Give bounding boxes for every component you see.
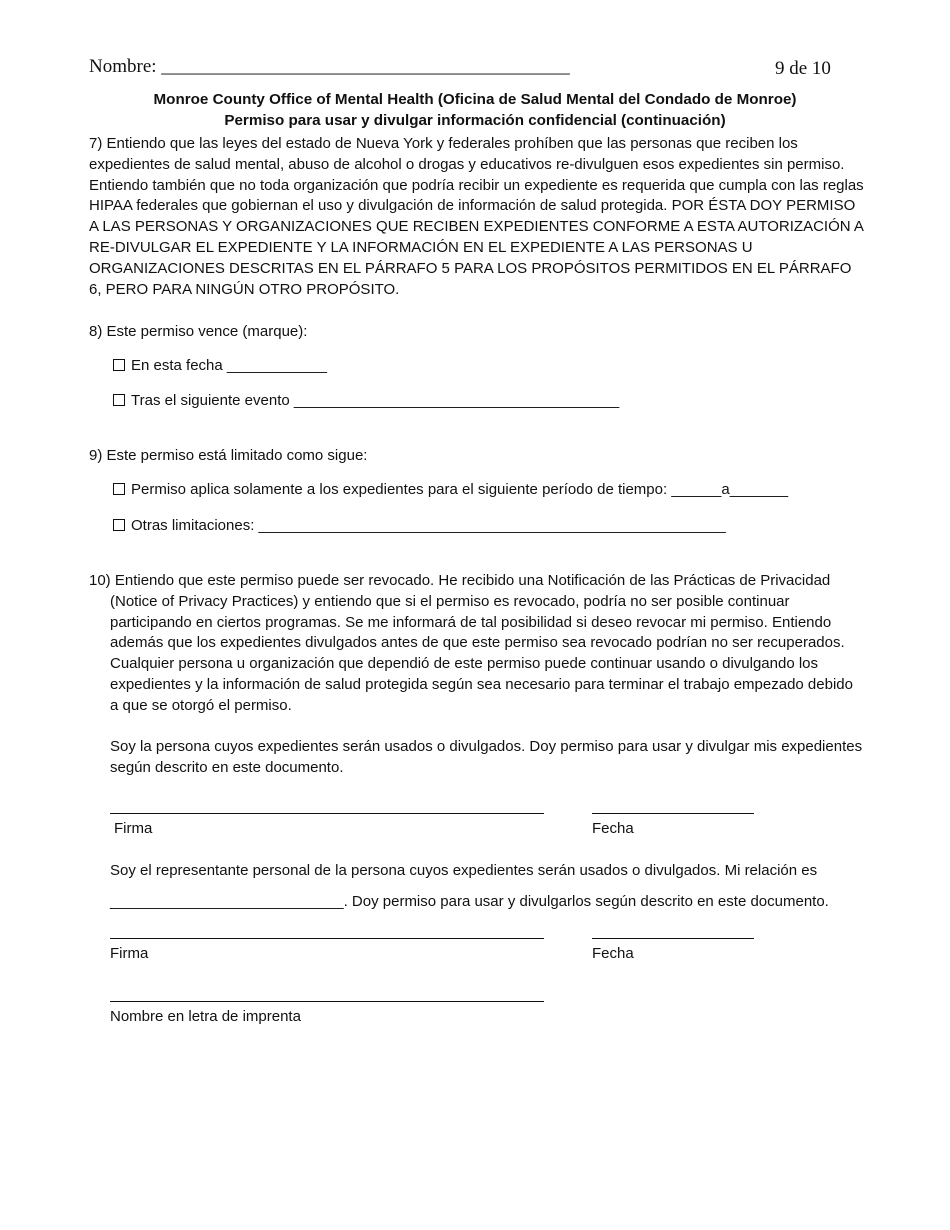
relationship-field[interactable]: ____________________________. Doy permiso para usar y divulgarlos según descrito en este documento.	[110, 893, 829, 910]
limit-option-period[interactable]	[113, 480, 788, 501]
representative-signature-line[interactable]	[110, 938, 544, 939]
checkbox-icon[interactable]	[113, 483, 125, 495]
page-number: 9 de 10	[775, 58, 831, 79]
print-name-line[interactable]	[110, 1001, 544, 1002]
expiry-option-date[interactable]	[113, 356, 327, 377]
expiry-option-event[interactable]	[113, 391, 619, 412]
signature-line[interactable]	[110, 813, 544, 814]
print-name-label: Nombre en letra de imprenta	[110, 1008, 301, 1025]
representative-signature-label: Firma	[110, 945, 149, 962]
representative-date-label: Fecha	[592, 945, 634, 962]
signature-label: Firma	[114, 820, 153, 837]
section-9-heading: 9) Este permiso está limitado como sigue:	[89, 447, 368, 464]
section-10-paragraph: 10) Entiendo que este permiso puede ser revocado. He recibido una Notificación de las Prácticas de Privacidad (Notice of Privacy Practices) y entiendo que si el permiso es revocado, podría no ser posible continuar participando en ciertos programas. Se me informará de tal posibilidad si deseo revocar mi permiso. Entiendo además que los expedientes divulgados antes de que este permiso sea revocado podrían no ser recuperados. Cualquier persona u organización que dependió de este permiso puede continuar usando o divulgando los expedientes y la información de salud protegida según sea necesario para terminar el trabajo empezado debido a que se otorgó el permiso.	[89, 572, 853, 714]
expiry-option-date-label: En esta fecha ____________	[131, 357, 328, 374]
limit-option-other-label: Otras limitaciones: ________________________________________________________	[131, 517, 726, 534]
expiry-option-event-label: Tras el siguiente evento _______________________________________	[131, 392, 620, 409]
checkbox-icon[interactable]	[113, 394, 125, 406]
title-office: Monroe County Office of Mental Health (Oficina de Salud Mental del Condado de Monroe)	[153, 91, 797, 108]
representative-statement: Soy el representante personal de la persona cuyos expedientes serán usados o divulgados. Mi relación es	[110, 862, 818, 879]
limit-option-other[interactable]	[113, 516, 726, 537]
section-8-heading: 8) Este permiso vence (marque):	[89, 323, 308, 340]
representative-date-line[interactable]	[592, 938, 754, 939]
name-field-label: Nombre: ___________________________________________	[89, 56, 570, 77]
date-label: Fecha	[592, 820, 634, 837]
checkbox-icon[interactable]	[113, 359, 125, 371]
checkbox-icon[interactable]	[113, 519, 125, 531]
self-statement: Soy la persona cuyos expedientes serán usados o divulgados. Doy permiso para usar y divulgar mis expedientes según descrito en este documento.	[110, 738, 863, 776]
title-permission: Permiso para usar y divulgar información confidencial (continuación)	[224, 112, 726, 129]
section-7-paragraph: 7) Entiendo que las leyes del estado de Nueva York y federales prohíben que las personas que reciben los expedientes de salud mental, abuso de alcohol o drogas y educativos re-divulguen esos expedientes sin permiso. Entiendo también que no toda organización que podría recibir un expediente es requerida que cumpla con las reglas HIPAA federales que gobiernan el uso y divulgación de información de salud protegida. POR ÉSTA DOY PERMISO A LAS PERSONAS Y ORGANIZACIONES QUE RECIBEN EXPEDIENTES CONFORME A ESTA AUTORIZACIÓN A RE-DIVULGAR EL EXPEDIENTE Y LA INFORMACIÓN EN EL EXPEDIENTE A LAS PERSONAS U ORGANIZACIONES DESCRITAS EN EL PÁRRAFO 5 PARA LOS PROPÓSITOS PERMITIDOS EN EL PÁRRAFO 6, PERO PARA NINGÚN OTRO PROPÓSITO.	[89, 135, 864, 298]
limit-option-period-label: Permiso aplica solamente a los expedientes para el siguiente período de tiempo: ______a_______	[131, 481, 789, 498]
date-line[interactable]	[592, 813, 754, 814]
